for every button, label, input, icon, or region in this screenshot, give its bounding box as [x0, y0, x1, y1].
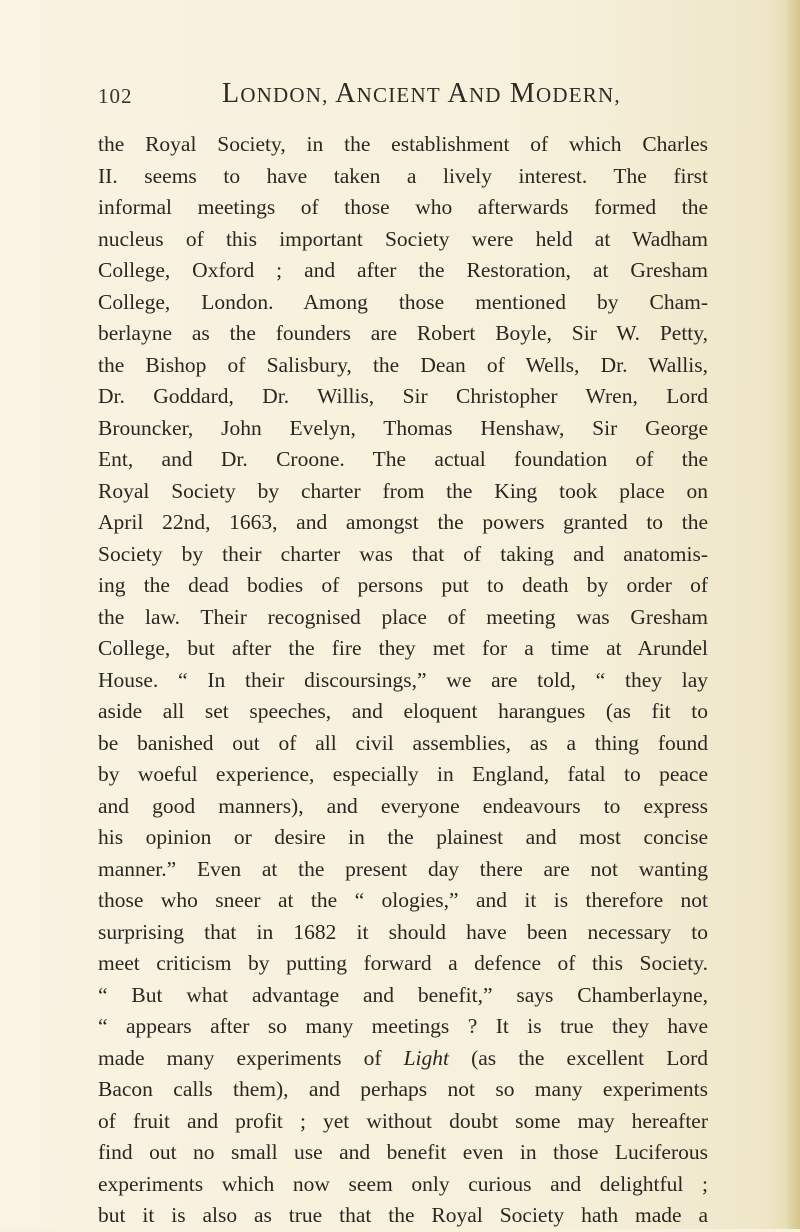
text-line: be banished out of all civil assemblies, as a thing found — [98, 730, 708, 755]
text-line: and good manners), and everyone endeavours to express — [98, 793, 708, 818]
text-line: of fruit and profit ; yet without doubt some may hereafter — [98, 1108, 708, 1133]
italic-word-light: Light — [403, 1045, 449, 1070]
text-line: ing the dead bodies of persons put to death by order of — [98, 573, 708, 597]
text-line: II. seems to have taken a lively interest. The first — [98, 163, 708, 188]
text-line: Ent, and Dr. Croone. The actual foundation of the — [98, 447, 708, 471]
text-after-italic: (as the excellent Lord — [449, 1045, 708, 1070]
text-line: his opinion or desire in the plainest and most concise — [98, 825, 708, 849]
text-line: meet criticism by putting forward a defence of this Society. — [98, 951, 708, 975]
page-number: 102 — [98, 84, 133, 108]
text-line: “ But what advantage and benefit,” says Chamberlayne, — [98, 982, 708, 1007]
text-line: April 22nd, 1663, and amongst the powers granted to the — [98, 510, 708, 534]
text-line: find out no small use and benefit even in those Luciferous — [98, 1140, 708, 1164]
text-line: Royal Society by charter from the King took place on — [98, 478, 708, 503]
text-line: experiments which now seem only curious and delightful ; — [98, 1171, 708, 1196]
text-line: College, but after the fire they met for a time at Arundel — [98, 636, 708, 660]
text-line: Dr. Goddard, Dr. Willis, Sir Christopher Wren, Lord — [98, 384, 708, 408]
text-line: College, London. Among those mentioned by Cham- — [98, 289, 708, 314]
text-line: those who sneer at the “ ologies,” and it is therefore not — [98, 888, 708, 912]
text-line: the law. Their recognised place of meeting was Gresham — [98, 604, 708, 629]
text-line: College, Oxford ; and after the Restoration, at Gresham — [98, 258, 708, 282]
text-line: Brouncker, John Evelyn, Thomas Henshaw, Sir George — [98, 415, 708, 440]
text-line: surprising that in 1682 it should have been necessary to — [98, 919, 708, 944]
text-line: manner.” Even at the present day there are not wanting — [98, 856, 708, 881]
text-line: House. “ In their discoursings,” we are told, “ they lay — [98, 667, 708, 692]
text-line: berlayne as the founders are Robert Boyle, Sir W. Petty, — [98, 321, 708, 345]
text-line: Society by their charter was that of taking and anatomis- — [98, 541, 708, 566]
text-line: informal meetings of those who afterwards formed the — [98, 195, 708, 219]
text-line: nucleus of this important Society were held at Wadham — [98, 226, 708, 251]
text-line: “ appears after so many meetings ? It is true they have — [98, 1014, 708, 1038]
text-line: by woeful experience, especially in England, fatal to peace — [98, 762, 708, 786]
text-line: the Bishop of Salisbury, the Dean of Wells, Dr. Wallis, — [98, 352, 708, 377]
body-text — [98, 129, 708, 1232]
running-head: LONDON, ANCIENT AND MODERN, — [222, 78, 621, 109]
page-header — [98, 78, 718, 118]
text-line: but it is also as true that the Royal Society hath made a — [98, 1203, 708, 1227]
page-edge-shadow — [786, 0, 800, 1229]
text-before-italic: made many experiments of — [98, 1045, 404, 1070]
text-line: the Royal Society, in the establishment of which Charles — [98, 132, 708, 156]
text-line: aside all set speeches, and eloquent harangues (as fit to — [98, 699, 708, 723]
text-line: Bacon calls them), and perhaps not so many experiments — [98, 1077, 708, 1101]
text-line-italic — [98, 1043, 708, 1075]
